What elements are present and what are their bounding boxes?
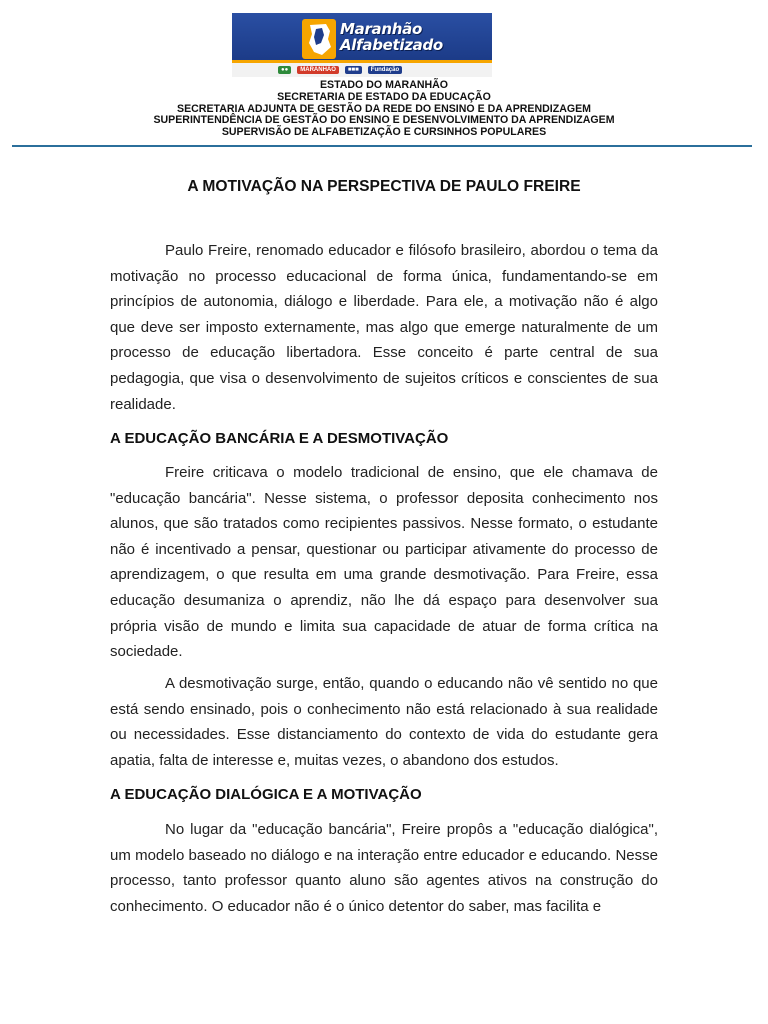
partner-logo-fundacao: Fundação [368, 66, 402, 74]
paragraph-block [110, 817, 658, 919]
paragraph: Paulo Freire, renomado educador e filósofo brasileiro, abordou o tema da motivação no processo educacional de forma única, fundamentando-se em princípios de autonomia, diálogo e liberdade. Para ele, a motivação não é algo que deve ser imposto externamente, mas algo que emerge naturalmente de um processo de educação libertadora. Esse conceito é parte central de sua pedagogia, que visa o desenvolvimento de sujeitos críticos e conscientes de sua realidade. [110, 242, 658, 413]
paragraph-block [110, 238, 658, 417]
institution-header [0, 80, 768, 139]
partner-logos [278, 65, 402, 75]
partner-logo: ■■■ [345, 66, 362, 74]
paragraph: A desmotivação surge, então, quando o educando não vê sentido no que está sendo ensinado, pois o conhecimento não está relacionado à sua realidade ou necessidades. Esse distanciamento do contexto de vida do estudante gera apatia, falta de interesse e, muitas vezes, o abandono dos estudos. [110, 675, 658, 769]
logo-line2: Alfabetizado [340, 36, 443, 54]
document-title: A MOTIVAÇÃO NA PERSPECTIVA DE PAULO FREIRE [187, 178, 581, 195]
header-line: SECRETARIA ADJUNTA DE GESTÃO DA REDE DO ENSINO E DA APRENDIZAGEM [177, 102, 591, 115]
header-divider [12, 145, 752, 147]
header-line: ESTADO DO MARANHÃO [319, 79, 449, 91]
logo-text [340, 21, 443, 53]
section-heading: A EDUCAÇÃO BANCÁRIA E A DESMOTIVAÇÃO [110, 430, 449, 447]
partner-logo-maranhao: MARANHÃO [297, 66, 339, 74]
paragraph: Freire criticava o modelo tradicional de ensino, que ele chamava de "educação bancária". Nesse sistema, o professor deposita conhecimento nos alunos, que são tratados como recipientes passivos. Nesse formato, o estudante não é incentivado a pensar, questionar ou participar ativamente do processo de aprendizagem, o que resulta em uma grande desmotivação. Para Freire, essa educação desumaniza o aprendiz, não lhe dá espaço para desenvolver sua própria visão de mundo e limita sua capacidade de atuar de forma crítica na sociedade. [110, 464, 658, 661]
paragraph-block [110, 460, 658, 665]
maranhao-alfabetizado-logo [232, 13, 492, 77]
paragraph: No lugar da "educação bancária", Freire propôs a "educação dialógica", um modelo baseado no diálogo e na interação entre educador e educando. Nesse processo, tanto professor quanto aluno são agentes ativos na construção do conhecimento. O educador não é o único detentor do saber, mas facilita e [110, 821, 658, 915]
logo-line1: Maranhão [340, 20, 422, 38]
paragraph-block [110, 671, 658, 773]
partner-logo: ●● [278, 66, 291, 74]
maranhao-map-icon [302, 19, 336, 59]
section-heading: A EDUCAÇÃO DIALÓGICA E A MOTIVAÇÃO [110, 786, 422, 803]
header-line: SUPERVISÃO DE ALFABETIZAÇÃO E CURSINHOS POPULARES [221, 126, 547, 139]
header-line: SECRETARIA DE ESTADO DA EDUCAÇÃO [277, 90, 491, 103]
header-line: SUPERINTENDÊNCIA DE GESTÃO DO ENSINO E DESENVOLVIMENTO DA APRENDIZAGEM [153, 114, 615, 127]
